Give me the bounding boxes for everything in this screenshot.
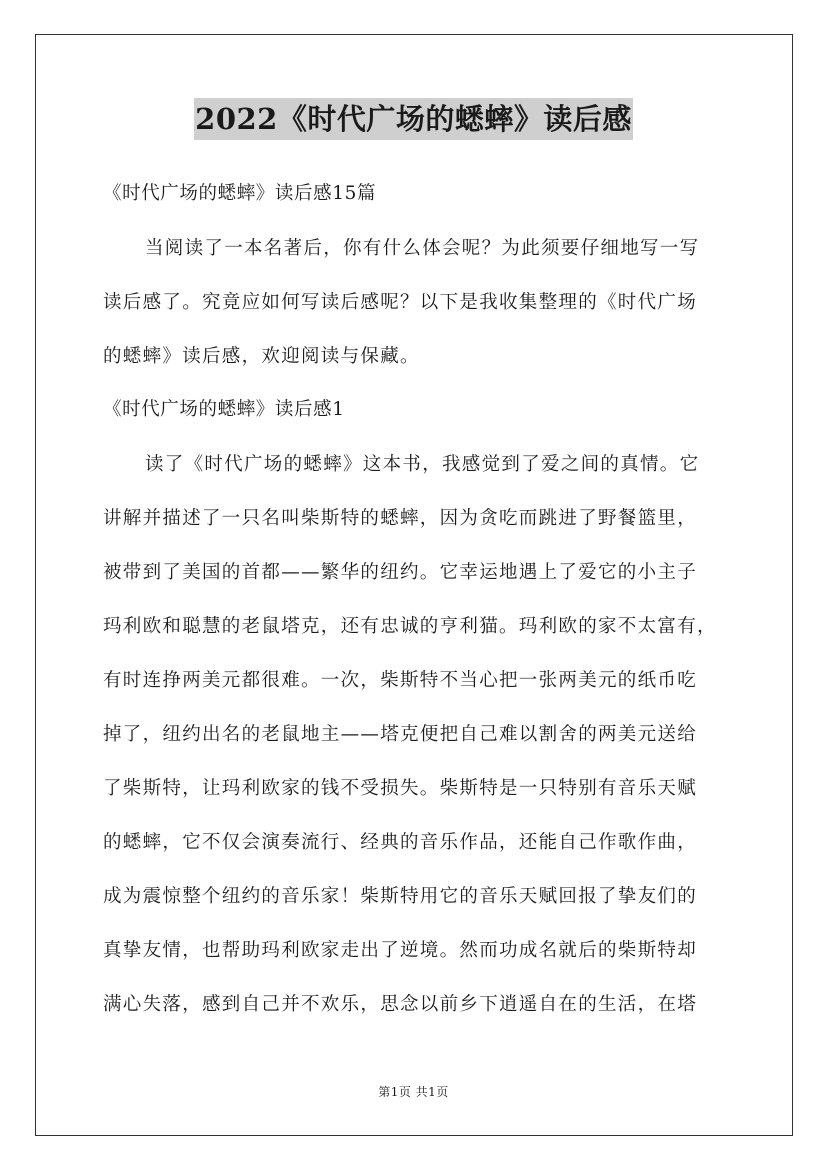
body-paragraph-line: 讲解并描述了一只名叫柴斯特的蟋蟀，因为贪吃而跳进了野餐篮里， [103, 508, 698, 529]
essay-heading: 《时代广场的蟋蟀》读后感1 [103, 399, 345, 420]
body-paragraph-line: 读了《时代广场的蟋蟀》这本书，我感觉到了爱之间的真情。它 [145, 454, 700, 475]
body-paragraph-line: 了柴斯特，让玛利欧家的钱不受损失。柴斯特是一只特别有音乐天赋 [103, 778, 698, 799]
intro-paragraph-line: 的蟋蟀》读后感，欢迎阅读与保藏。 [103, 346, 420, 367]
intro-paragraph-line: 读后感了。究竟应如何写读后感呢？以下是我收集整理的《时代广场 [103, 292, 698, 313]
body-paragraph-line: 真挚友情，也帮助玛利欧家走出了逆境。然而功成名就后的柴斯特却 [103, 940, 698, 961]
document-title: 2022《时代广场的蟋蟀》读后感 [194, 98, 633, 140]
title-container [0, 98, 827, 140]
body-paragraph-line: 成为震惊整个纽约的音乐家！柴斯特用它的音乐天赋回报了挚友们的 [103, 886, 698, 907]
body-paragraph-line: 的蟋蟀，它不仅会演奏流行、经典的音乐作品，还能自己作歌作曲， [103, 832, 698, 853]
body-paragraph-line: 掉了，纽约出名的老鼠地主——塔克便把自己难以割舍的两美元送给 [103, 724, 698, 745]
article-series-heading: 《时代广场的蟋蟀》读后感15篇 [103, 183, 377, 204]
page-number-footer: 第1页 共1页 [378, 1085, 449, 1099]
intro-paragraph-line: 当阅读了一本名著后，你有什么体会呢？为此须要仔细地写一写 [145, 238, 700, 259]
body-paragraph-line: 玛利欧和聪慧的老鼠塔克，还有忠诚的亨利猫。玛利欧的家不太富有， [103, 616, 717, 637]
body-paragraph-line: 被带到了美国的首都——繁华的纽约。它幸运地遇上了爱它的小主子 [103, 562, 698, 583]
body-paragraph-line: 满心失落，感到自己并不欢乐，思念以前乡下逍遥自在的生活，在塔 [103, 994, 698, 1015]
body-paragraph-line: 有时连挣两美元都很难。一次，柴斯特不当心把一张两美元的纸币吃 [103, 670, 698, 691]
